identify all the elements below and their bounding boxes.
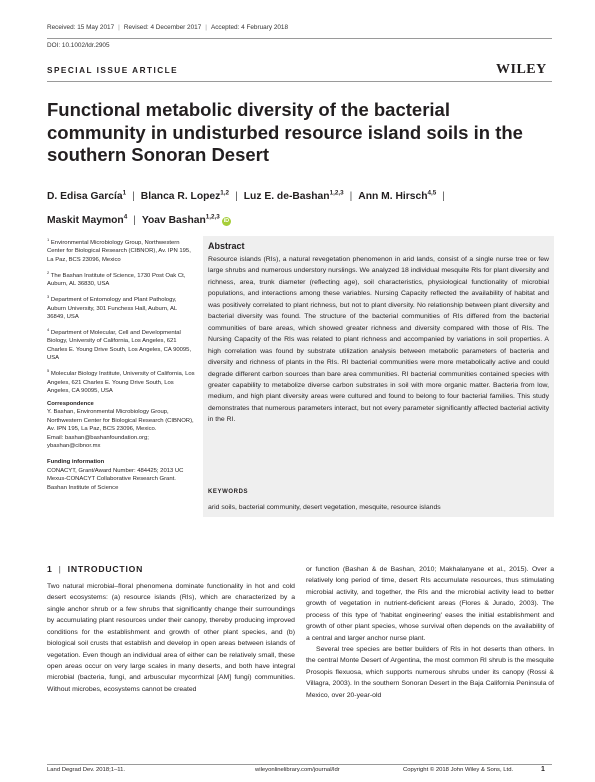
- author[interactable]: Maskit Maymon$^4$: [47, 213, 128, 226]
- section-heading: [47, 564, 143, 574]
- affiliation: $^3$ Department of Entomology and Plant Pathology, Auburn University, 301 Funchess Hall, Auburn, AL 36849, USA: [47, 294, 177, 320]
- separator: |: [58, 564, 62, 574]
- author[interactable]: Yoav Bashan$^{1,2,3}$: [141, 213, 220, 226]
- section-label: SPECIAL ISSUE ARTICLE: [47, 66, 179, 75]
- page-number: 1: [541, 766, 545, 773]
- footer-rule: [47, 764, 552, 765]
- separator: |: [133, 214, 136, 226]
- abstract-text: Resource islands (RIs), a natural revegetation phenomenon in arid lands, consist of a single nurse tree or few large shrubs and numerous understory nurslings. We analyzed 18 individual mesquite RIs for plant diversity and richness, area, trunk diameter (reflecting age), soil characteristics, physiological functionality of microbial populations, and interactions among these variables. Nursing Capacity reflected the availability of habitat and was positively correlated to plant richness, but not to plant diversity. No relationship between plant diversity and bacterial diversity was found. The structure of the bacterial communities of RIs differed from the bacterial communities of bare areas, which showed greater richness and diversity compared with those of RIs. The Nursing Capacity of the RIs was related to plant richness and accompanied by variations in soil properties. A high correlation was found by substrate utilization analysis between metabolic parameters of bacteria and diversity and richness of plants in the RIs. RI bacterial communities were more metabolically active and could degrade different carbon sources than bare area communities. RI bacterial communities contained species with greater capability to metabolize diverse carbon substrates in soil with more organic matter. Bacteria from low, medium, and high plant diversity areas were cultured and found to belong to four bacterial families. This study demonstrates that numerous parameters interact, but not every parameter significantly affected bacterial activity in the RI.: [208, 256, 549, 424]
- abstract-heading: Abstract: [208, 241, 245, 251]
- affiliation: $^2$ The Bashan Institute of Science, 1730 Post Oak Ct, Auburn, AL 36830, USA: [47, 269, 186, 288]
- author-list: [47, 184, 552, 231]
- affiliation: $^1$ Environmental Microbiology Group, Northwestern Center for Biological Research (CIBNOR), Av. IPN 195, La Paz, BCS 23096, Mexico: [47, 237, 191, 263]
- author[interactable]: D. Edisa García$^1$: [47, 190, 127, 203]
- separator: |: [442, 191, 445, 203]
- author[interactable]: Blanca R. Lopez$^{1,2}$: [140, 190, 230, 203]
- funding-heading: Funding information: [47, 459, 105, 466]
- header-rule: [47, 38, 552, 39]
- article-title: Functional metabolic diversity of the bacterial community in undisturbed resource island soils in the southern Sonoran Desert: [47, 99, 523, 165]
- section-number: 1: [47, 564, 53, 574]
- journal-url[interactable]: wileyonlinelibrary.com/journal/ldr: [255, 767, 340, 773]
- section-title: INTRODUCTION: [67, 564, 144, 574]
- separator: |: [235, 191, 238, 203]
- accepted-date: Accepted: 4 February 2018: [210, 24, 289, 31]
- title-rule: [47, 81, 552, 82]
- body-column-left: Two natural microbial–floral phenomena dominate functionality in hot and cold desert ecosystems: (a) resource islands (RIs), which are characterized by a single anchor shrub or a few shrubs that significantly change their surroundings by accumulating plant resources under their canopy, thereby producing improved conditions for the establishment and growth of other plant species, and (b) biological soil crusts that establish and develop in open areas between islands of vegetation. Even though an individual area of either can be relatively small, these open areas occur on very large scales in many deserts, and both have integral microbial (bacteria, fungi, and arbuscular mycorrhizal [AM] fungi) communities. Without microbes, ecosystems cannot be created: [47, 583, 295, 693]
- publisher-logo: WILEY: [496, 62, 547, 77]
- received-date: Received: 15 May 2017: [47, 24, 115, 31]
- author[interactable]: Luz E. de-Bashan$^{1,2,3}$: [243, 190, 344, 203]
- correspondence-email[interactable]: Email: bashan@bashanfoundation.org; ybashan@cibnor.mx: [47, 434, 149, 449]
- paragraph: Several tree species are better builders of RIs in hot deserts than others. In the central Monte Desert of Argentina, the most common RI shrub is the mesquite Prosopis flexuosa, which supports numerous shrubs under its canopy (Rossi & Villagra, 2003). In the southern Sonoran Desert in the Baja California Peninsula of Mexico, over 20-year-old: [306, 645, 554, 699]
- funding-text: CONACYT, Grant/Award Number: 484425; 2013 UC Mexus-CONACYT Collaborative Research Grant. Bashan Institute of Science: [47, 467, 184, 491]
- affiliation: $^5$ Molecular Biology Institute, University of California, Los Angeles, 621 Charles E. Young Drive South, Los Angeles, CA 90095, USA: [47, 368, 195, 394]
- body-column-right: [306, 564, 554, 701]
- affiliation: $^4$ Department of Molecular, Cell and Developmental Biology, University of California, Los Angeles, 621 Charles E. Young Drive South, Los Angeles, CA 90095, USA: [47, 326, 192, 362]
- keywords-heading: KEYWORDS: [208, 489, 249, 495]
- correspondence-heading: Correspondence: [47, 400, 94, 407]
- separator: |: [349, 191, 353, 203]
- separator: |: [132, 191, 135, 203]
- correspondence-text: Y. Bashan, Environmental Microbiology Group, Northwestern Center for Biological Research (CIBNOR), Av. IPN 195, La Paz, BCS 23096, Mexico.: [47, 409, 194, 433]
- author[interactable]: Ann M. Hirsch$^{4,5}$: [358, 190, 437, 203]
- doi[interactable]: DOI: 10.1002/ldr.2905: [47, 42, 110, 49]
- keywords: arid soils, bacterial community, desert vegetation, mesquite, resource islands: [208, 504, 441, 511]
- article-dates: [47, 24, 288, 31]
- affiliations: [47, 236, 195, 497]
- revised-date: Revised: 4 December 2017: [123, 24, 202, 31]
- separator: |: [205, 24, 207, 31]
- separator: |: [118, 24, 120, 31]
- paragraph: or function (Bashan & de Bashan, 2010; Makhalanyane et al., 2015). Over a relatively long period of time, desert RIs accumulate resources, thus stimulating microbial activity, and together, the RIs and the microbial activity lead to better growth of vegetation in nutrient-deficient areas (Flores & Jurado, 2003). The process of this type of 'habitat engineering' eases the initial establishment and growth of other plant species, whose survival often depends on the availability of a central and larger anchor nurse plant.: [306, 566, 554, 642]
- copyright: Copyright © 2018 John Wiley & Sons, Ltd.: [403, 767, 514, 773]
- journal-citation: Land Degrad Dev. 2018;1–11.: [47, 767, 126, 773]
- orcid-icon[interactable]: iD: [223, 217, 230, 224]
